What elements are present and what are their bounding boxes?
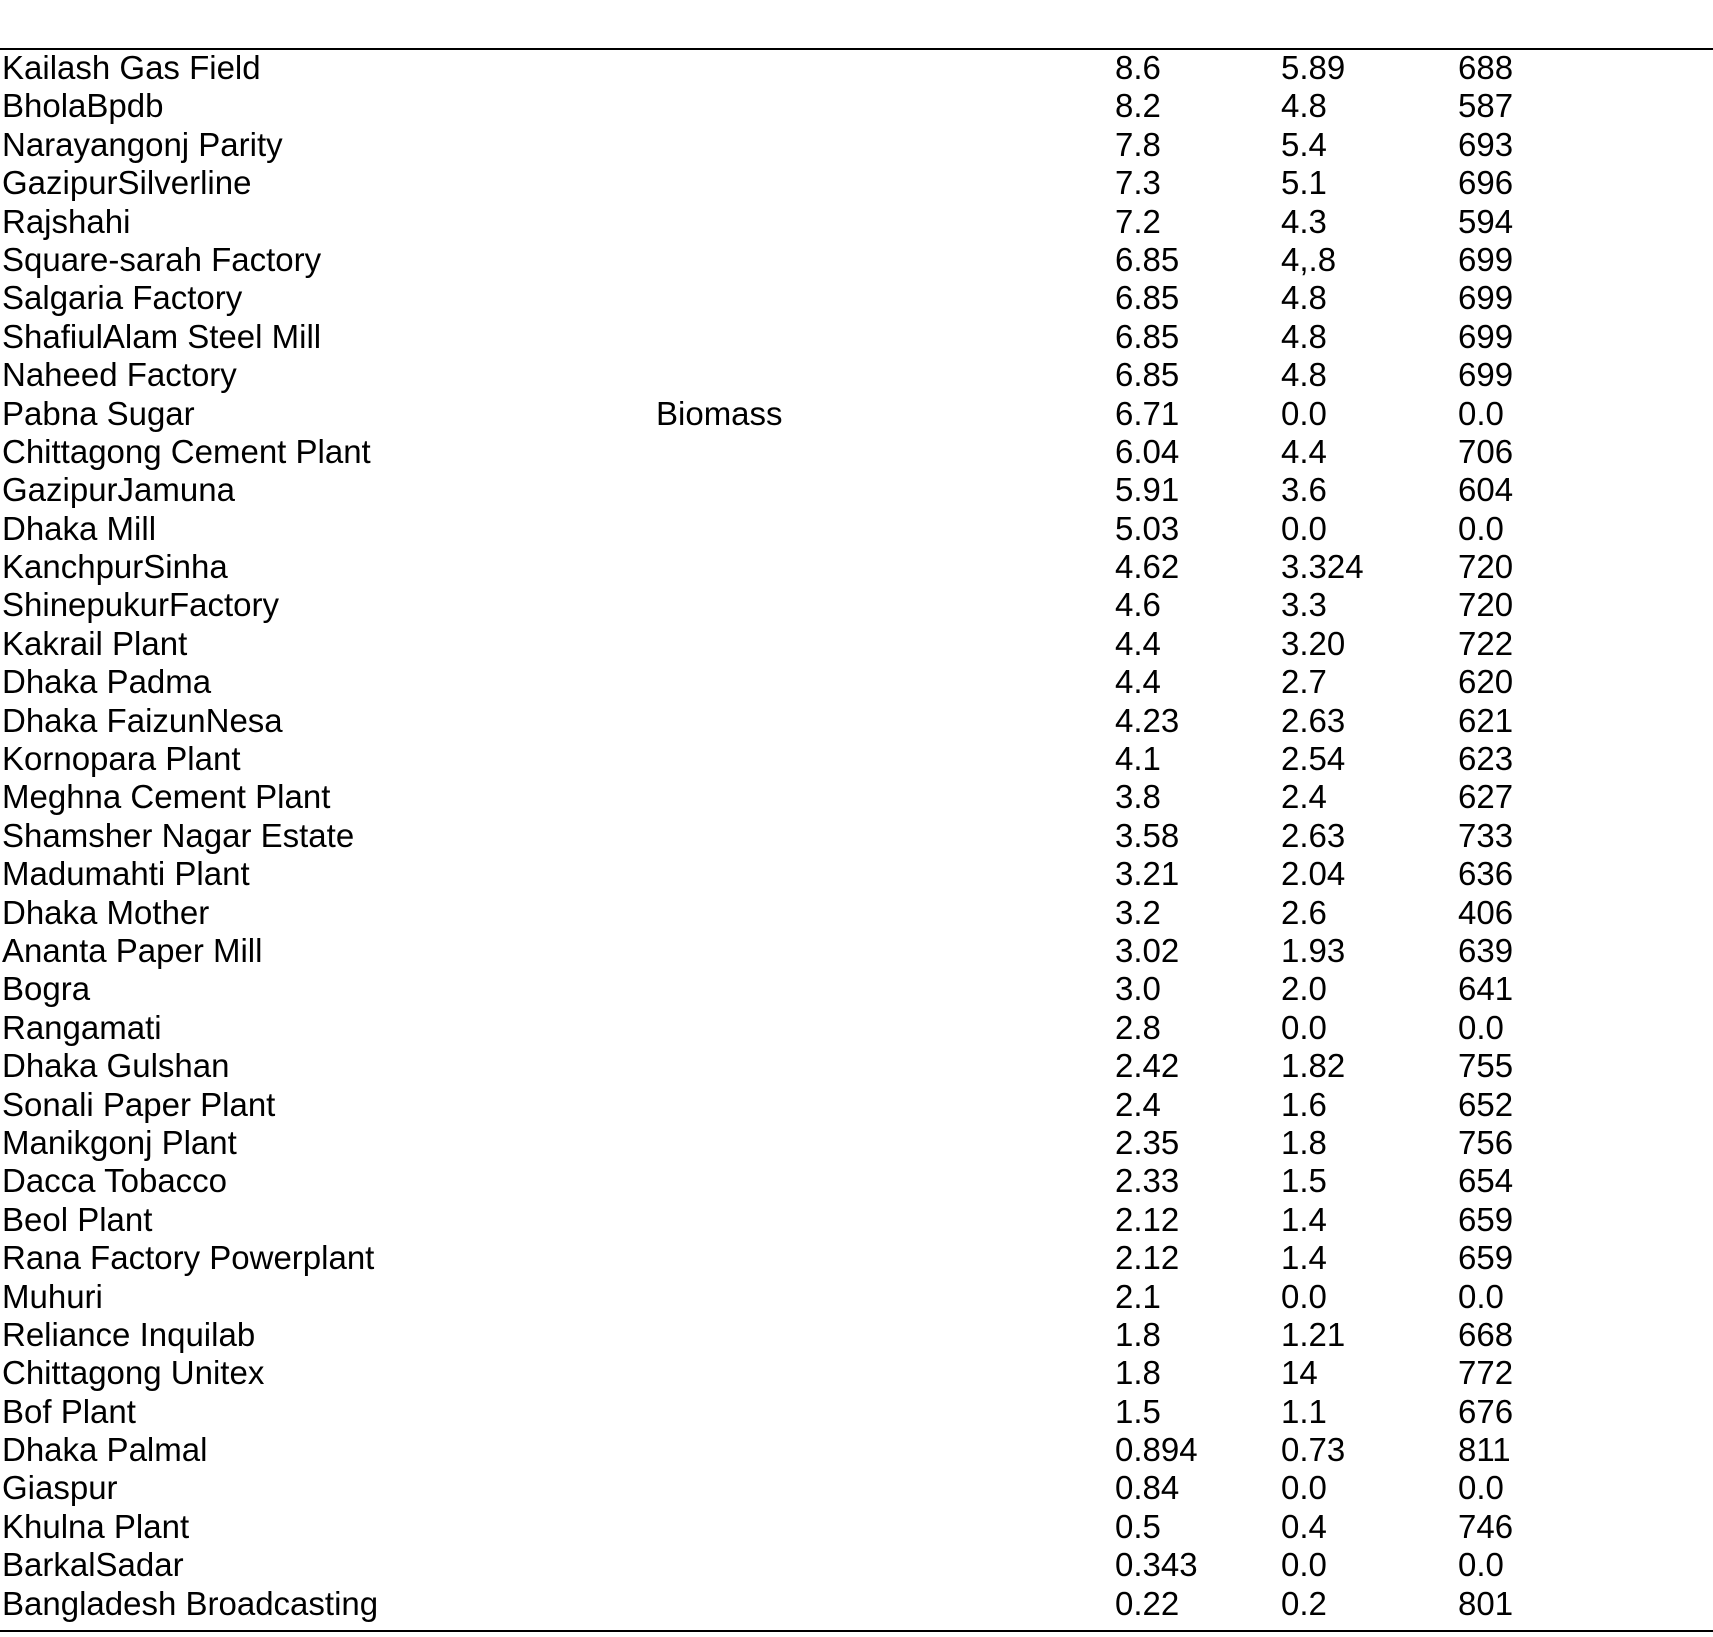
value-1-cell: 2.8 [1115, 1008, 1161, 1046]
value-3-cell: 746 [1458, 1507, 1514, 1545]
value-3-cell: 720 [1458, 586, 1514, 624]
table-row [0, 894, 1713, 932]
value-3-cell: 641 [1458, 970, 1514, 1008]
value-1-cell: 4.62 [1115, 548, 1180, 586]
value-2-cell: 4.8 [1281, 87, 1327, 125]
value-1-cell: 7.3 [1115, 164, 1161, 202]
value-1-cell: 2.33 [1115, 1162, 1180, 1200]
value-3-cell: 604 [1458, 471, 1514, 509]
value-3-cell: 0.0 [1458, 509, 1504, 547]
value-3-cell: 720 [1458, 548, 1514, 586]
table-row [0, 1316, 1713, 1354]
value-1-cell: 6.85 [1115, 279, 1180, 317]
value-3-cell: 699 [1458, 356, 1514, 394]
value-2-cell: 1.93 [1281, 931, 1346, 969]
plant-name-cell: Dhaka Mill [2, 509, 157, 547]
plant-name-cell: Dacca Tobacco [2, 1162, 228, 1200]
value-2-cell: 1.4 [1281, 1200, 1327, 1238]
value-3-cell: 706 [1458, 432, 1514, 470]
value-3-cell: 659 [1458, 1239, 1514, 1277]
table-row [0, 395, 1713, 433]
plant-name-cell: Naheed Factory [2, 356, 237, 394]
plant-name-cell: Ananta Paper Mill [2, 931, 263, 969]
value-1-cell: 3.2 [1115, 893, 1161, 931]
value-3-cell: 0.0 [1458, 394, 1504, 432]
table-row [0, 1393, 1713, 1431]
value-2-cell: 4.8 [1281, 279, 1327, 317]
plant-name-cell: Kailash Gas Field [2, 49, 261, 86]
value-1-cell: 3.8 [1115, 778, 1161, 816]
value-2-cell: 0.0 [1281, 1469, 1327, 1507]
table-row [0, 1431, 1713, 1469]
value-3-cell: 623 [1458, 740, 1514, 778]
value-2-cell: 0.73 [1281, 1431, 1346, 1469]
plant-name-cell: Meghna Cement Plant [2, 778, 331, 816]
value-3-cell: 587 [1458, 87, 1514, 125]
plant-name-cell: Rajshahi [2, 202, 131, 240]
table-row [0, 49, 1713, 87]
table-row [0, 1124, 1713, 1162]
value-3-cell: 0.0 [1458, 1469, 1504, 1507]
plant-name-cell: Sonali Paper Plant [2, 1085, 276, 1123]
plant-name-cell: Narayangonj Parity [2, 125, 283, 163]
table-row [0, 970, 1713, 1008]
value-1-cell: 6.85 [1115, 317, 1180, 355]
table-row [0, 1086, 1713, 1124]
table-row [0, 625, 1713, 663]
value-2-cell: 4,.8 [1281, 240, 1337, 278]
plant-name-cell: Chittagong Unitex [2, 1354, 265, 1392]
value-1-cell: 6.04 [1115, 432, 1180, 470]
fuel-type-cell: Biomass [656, 394, 783, 432]
plant-name-cell: Dhaka FaizunNesa [2, 701, 283, 739]
value-1-cell: 6.85 [1115, 356, 1180, 394]
value-3-cell: 801 [1458, 1584, 1514, 1622]
table-row [0, 356, 1713, 394]
value-2-cell: 0.0 [1281, 1546, 1327, 1584]
value-3-cell: 406 [1458, 893, 1514, 931]
value-2-cell: 3.3 [1281, 586, 1327, 624]
value-2-cell: 5.1 [1281, 164, 1327, 202]
plant-name-cell: BholaBpdb [2, 87, 164, 125]
value-2-cell: 14 [1281, 1354, 1318, 1392]
plant-name-cell: Reliance Inquilab [2, 1315, 256, 1353]
value-1-cell: 8.6 [1115, 49, 1161, 86]
value-1-cell: 0.5 [1115, 1507, 1161, 1545]
value-2-cell: 1.5 [1281, 1162, 1327, 1200]
table-row [0, 778, 1713, 816]
value-1-cell: 2.4 [1115, 1085, 1161, 1123]
value-1-cell: 4.4 [1115, 624, 1161, 662]
plant-name-cell: Salgaria Factory [2, 279, 243, 317]
value-2-cell: 4.4 [1281, 432, 1327, 470]
value-2-cell: 0.0 [1281, 394, 1327, 432]
value-1-cell: 2.35 [1115, 1123, 1180, 1161]
plant-name-cell: GazipurJamuna [2, 471, 235, 509]
table-row [0, 203, 1713, 241]
value-3-cell: 699 [1458, 317, 1514, 355]
table-row [0, 1354, 1713, 1392]
table-row [0, 279, 1713, 317]
value-1-cell: 4.6 [1115, 586, 1161, 624]
value-3-cell: 722 [1458, 624, 1514, 662]
value-3-cell: 0.0 [1458, 1546, 1504, 1584]
plant-name-cell: Rangamati [2, 1008, 162, 1046]
value-3-cell: 676 [1458, 1392, 1514, 1430]
table-row [0, 1239, 1713, 1277]
table-row [0, 817, 1713, 855]
value-1-cell: 2.12 [1115, 1239, 1180, 1277]
value-1-cell: 4.23 [1115, 701, 1180, 739]
value-3-cell: 696 [1458, 164, 1514, 202]
value-2-cell: 5.4 [1281, 125, 1327, 163]
plant-name-cell: GazipurSilverline [2, 164, 252, 202]
plant-name-cell: Dhaka Mother [2, 893, 210, 931]
plant-name-cell: Kakrail Plant [2, 624, 188, 662]
value-2-cell: 2.04 [1281, 855, 1346, 893]
plant-name-cell: Dhaka Palmal [2, 1431, 208, 1469]
value-2-cell: 0.0 [1281, 1277, 1327, 1315]
table-row [0, 548, 1713, 586]
table-row [0, 855, 1713, 893]
value-3-cell: 654 [1458, 1162, 1514, 1200]
value-2-cell: 2.7 [1281, 663, 1327, 701]
value-1-cell: 1.5 [1115, 1392, 1161, 1430]
table-row [0, 241, 1713, 279]
value-2-cell: 3.6 [1281, 471, 1327, 509]
value-2-cell: 1.4 [1281, 1239, 1327, 1277]
table-row [0, 471, 1713, 509]
value-2-cell: 4.3 [1281, 202, 1327, 240]
value-3-cell: 0.0 [1458, 1008, 1504, 1046]
value-3-cell: 693 [1458, 125, 1514, 163]
value-2-cell: 0.0 [1281, 509, 1327, 547]
table-bottom-rule [0, 1630, 1713, 1632]
table-row [0, 1585, 1713, 1623]
value-2-cell: 1.8 [1281, 1123, 1327, 1161]
plant-name-cell: Beol Plant [2, 1200, 153, 1238]
value-1-cell: 6.71 [1115, 394, 1180, 432]
plant-name-cell: BarkalSadar [2, 1546, 184, 1584]
table-row [0, 1508, 1713, 1546]
value-3-cell: 699 [1458, 279, 1514, 317]
value-3-cell: 0.0 [1458, 1277, 1504, 1315]
plant-name-cell: Muhuri [2, 1277, 103, 1315]
plant-name-cell: Bogra [2, 970, 91, 1008]
plant-name-cell: Dhaka Gulshan [2, 1047, 230, 1085]
value-1-cell: 4.1 [1115, 740, 1161, 778]
table-row [0, 164, 1713, 202]
value-3-cell: 772 [1458, 1354, 1514, 1392]
value-1-cell: 2.1 [1115, 1277, 1161, 1315]
value-2-cell: 5.89 [1281, 49, 1346, 86]
value-3-cell: 733 [1458, 816, 1514, 854]
table-row [0, 586, 1713, 624]
table-row [0, 1009, 1713, 1047]
table-row [0, 1047, 1713, 1085]
value-2-cell: 0.4 [1281, 1507, 1327, 1545]
value-1-cell: 0.894 [1115, 1431, 1198, 1469]
plant-name-cell: Shamsher Nagar Estate [2, 816, 355, 854]
plant-name-cell: Chittagong Cement Plant [2, 432, 371, 470]
value-1-cell: 3.0 [1115, 970, 1161, 1008]
value-1-cell: 2.12 [1115, 1200, 1180, 1238]
value-3-cell: 636 [1458, 855, 1514, 893]
value-1-cell: 8.2 [1115, 87, 1161, 125]
table-row [0, 1162, 1713, 1200]
table-row [0, 663, 1713, 701]
value-2-cell: 2.63 [1281, 816, 1346, 854]
value-1-cell: 1.8 [1115, 1354, 1161, 1392]
table-row [0, 510, 1713, 548]
value-2-cell: 4.8 [1281, 317, 1327, 355]
plant-name-cell: KanchpurSinha [2, 548, 228, 586]
table-row [0, 702, 1713, 740]
value-2-cell: 3.20 [1281, 624, 1346, 662]
value-3-cell: 659 [1458, 1200, 1514, 1238]
value-1-cell: 6.85 [1115, 240, 1180, 278]
table-row [0, 1201, 1713, 1239]
value-2-cell: 2.4 [1281, 778, 1327, 816]
value-2-cell: 1.82 [1281, 1047, 1346, 1085]
table-row [0, 932, 1713, 970]
value-3-cell: 811 [1458, 1431, 1511, 1469]
value-2-cell: 3.324 [1281, 548, 1364, 586]
plant-name-cell: Khulna Plant [2, 1507, 190, 1545]
value-1-cell: 2.42 [1115, 1047, 1180, 1085]
value-3-cell: 627 [1458, 778, 1514, 816]
value-1-cell: 3.58 [1115, 816, 1180, 854]
plant-name-cell: Dhaka Padma [2, 663, 212, 701]
value-1-cell: 5.91 [1115, 471, 1180, 509]
value-3-cell: 756 [1458, 1123, 1514, 1161]
plant-name-cell: ShafiulAlam Steel Mill [2, 317, 322, 355]
value-1-cell: 5.03 [1115, 509, 1180, 547]
value-2-cell: 2.0 [1281, 970, 1327, 1008]
data-table [0, 49, 1713, 1623]
value-2-cell: 1.1 [1281, 1392, 1327, 1430]
plant-name-cell: Rana Factory Powerplant [2, 1239, 375, 1277]
value-2-cell: 1.21 [1281, 1315, 1346, 1353]
plant-name-cell: Giaspur [2, 1469, 118, 1507]
plant-name-cell: Square-sarah Factory [2, 240, 322, 278]
value-3-cell: 668 [1458, 1315, 1514, 1353]
table-row [0, 740, 1713, 778]
value-3-cell: 755 [1458, 1047, 1514, 1085]
value-1-cell: 7.8 [1115, 125, 1161, 163]
value-3-cell: 688 [1458, 49, 1514, 86]
plant-name-cell: Kornopara Plant [2, 740, 241, 778]
value-3-cell: 620 [1458, 663, 1514, 701]
value-1-cell: 3.02 [1115, 931, 1180, 969]
table-row [0, 87, 1713, 125]
plant-name-cell: ShinepukurFactory [2, 586, 279, 624]
plant-name-cell: Manikgonj Plant [2, 1123, 237, 1161]
value-2-cell: 2.54 [1281, 740, 1346, 778]
value-2-cell: 2.6 [1281, 893, 1327, 931]
table-row [0, 318, 1713, 356]
plant-name-cell: Bangladesh Broadcasting [2, 1584, 379, 1622]
table-row [0, 1546, 1713, 1584]
value-3-cell: 699 [1458, 240, 1514, 278]
value-2-cell: 0.0 [1281, 1008, 1327, 1046]
table-row [0, 1469, 1713, 1507]
value-3-cell: 621 [1458, 701, 1514, 739]
plant-name-cell: Pabna Sugar [2, 394, 195, 432]
value-1-cell: 7.2 [1115, 202, 1161, 240]
value-1-cell: 1.8 [1115, 1315, 1161, 1353]
value-1-cell: 0.84 [1115, 1469, 1180, 1507]
value-3-cell: 639 [1458, 931, 1514, 969]
value-3-cell: 594 [1458, 202, 1514, 240]
value-1-cell: 4.4 [1115, 663, 1161, 701]
plant-name-cell: Bof Plant [2, 1392, 136, 1430]
value-1-cell: 3.21 [1115, 855, 1180, 893]
value-2-cell: 0.2 [1281, 1584, 1327, 1622]
table-row [0, 126, 1713, 164]
value-2-cell: 4.8 [1281, 356, 1327, 394]
table-row [0, 1278, 1713, 1316]
plant-name-cell: Madumahti Plant [2, 855, 250, 893]
value-1-cell: 0.22 [1115, 1584, 1180, 1622]
value-1-cell: 0.343 [1115, 1546, 1198, 1584]
value-2-cell: 1.6 [1281, 1085, 1327, 1123]
value-2-cell: 2.63 [1281, 701, 1346, 739]
table-row [0, 433, 1713, 471]
value-3-cell: 652 [1458, 1085, 1514, 1123]
